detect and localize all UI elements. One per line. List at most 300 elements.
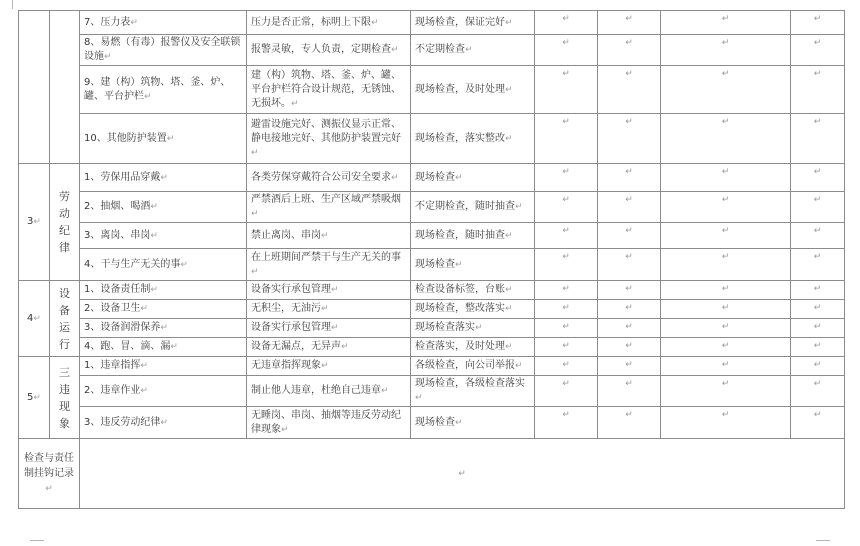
- item-cell: [80, 319, 247, 338]
- item-cell-text: 2、设备卫生: [84, 303, 141, 314]
- return-mark: ↵: [813, 14, 822, 24]
- return-mark: ↵: [721, 38, 730, 48]
- standard-cell: [247, 114, 411, 164]
- return-mark: ↵: [562, 14, 570, 24]
- table-row: [19, 357, 845, 376]
- handling-cell: [661, 66, 791, 114]
- result-cell: [535, 338, 598, 357]
- category-char: 三: [59, 365, 70, 379]
- return-mark: ↵: [331, 323, 339, 333]
- handling-cell: [661, 407, 791, 439]
- table-row: [19, 300, 845, 319]
- item-cell: [80, 300, 247, 319]
- item-cell-text: 3、违反劳动纪律: [84, 416, 161, 428]
- return-mark: ↵: [251, 266, 259, 277]
- result-cell: [535, 357, 598, 376]
- responsible-cell: [598, 223, 661, 249]
- remark-cell: [791, 66, 845, 114]
- item-cell: [80, 407, 247, 439]
- return-mark: ↵: [721, 284, 730, 294]
- method-cell: [411, 35, 535, 66]
- return-mark: ↵: [813, 360, 822, 370]
- return-mark: ↵: [625, 303, 633, 313]
- return-mark: ↵: [562, 284, 570, 294]
- method-cell-text: 各级检查，向公司举报: [415, 360, 515, 371]
- responsible-cell: [598, 11, 661, 35]
- group-category: [54, 285, 75, 353]
- remark-cell: [791, 407, 845, 439]
- item-cell: [80, 35, 247, 66]
- item-cell: [80, 11, 247, 35]
- return-mark: ↵: [721, 252, 730, 262]
- method-cell: [411, 357, 535, 376]
- return-mark: ↵: [150, 285, 158, 295]
- standard-cell: [247, 192, 411, 223]
- handling-cell: [661, 249, 791, 281]
- return-mark: ↵: [721, 341, 730, 351]
- crop-mark-top-left: [4, 0, 22, 9]
- item-cell-text: 7、压力表: [84, 16, 131, 28]
- return-mark: ↵: [721, 195, 730, 205]
- responsible-cell: [598, 164, 661, 192]
- method-cell: [411, 338, 535, 357]
- result-cell: [535, 114, 598, 164]
- return-mark: ↵: [160, 172, 168, 183]
- method-cell-text: 检查设备标签，台账: [415, 284, 505, 295]
- item-cell: [80, 223, 247, 249]
- handling-cell: [661, 357, 791, 376]
- standard-cell-text: 严禁酒后上班、生产区域严禁吸烟: [251, 194, 401, 205]
- return-mark: ↵: [371, 17, 379, 28]
- result-cell: [535, 35, 598, 66]
- return-mark: ↵: [455, 259, 463, 270]
- return-mark: ↵: [625, 226, 633, 236]
- standard-cell-text: 制止他人违章，杜绝自己违章: [251, 385, 381, 396]
- return-mark: ↵: [562, 226, 570, 236]
- return-mark: ↵: [721, 360, 730, 370]
- item-cell-text: 1、劳保用品穿戴: [84, 171, 161, 183]
- method-cell-text: 现场检查: [415, 258, 455, 270]
- result-cell: [535, 319, 598, 338]
- return-mark: ↵: [813, 117, 822, 127]
- return-mark: ↵: [331, 285, 339, 295]
- category-char: 现: [59, 399, 70, 413]
- table-row: [19, 114, 845, 164]
- inspection-table: [18, 10, 845, 509]
- method-cell-text: 现场检查，各级检查落实: [415, 378, 525, 389]
- category-cell-continued: [50, 11, 80, 164]
- standard-cell: [247, 66, 411, 114]
- remarks-label: 检查与责任制挂钩记录: [24, 452, 74, 479]
- return-mark: ↵: [625, 117, 633, 127]
- return-mark: ↵: [562, 303, 570, 313]
- item-cell: [80, 164, 247, 192]
- standard-cell-text: 避雷设施完好、测振仪显示正常、静电接地完好、其他防护装置完好: [251, 118, 401, 144]
- remark-cell: [791, 35, 845, 66]
- return-mark: ↵: [625, 69, 633, 79]
- return-mark: ↵: [505, 17, 513, 28]
- handling-cell: [661, 376, 791, 407]
- return-mark: ↵: [813, 284, 822, 294]
- responsible-cell: [598, 66, 661, 114]
- return-mark: ↵: [562, 341, 570, 351]
- return-mark: ↵: [505, 133, 513, 144]
- return-mark: ↵: [251, 209, 259, 219]
- return-mark: ↵: [455, 417, 463, 428]
- return-mark: ↵: [813, 195, 822, 205]
- category-char: 纪: [59, 224, 70, 237]
- method-cell: [411, 281, 535, 300]
- return-mark: ↵: [721, 379, 730, 389]
- handling-cell: [661, 114, 791, 164]
- responsible-cell: [598, 319, 661, 338]
- responsible-cell: [598, 300, 661, 319]
- remark-cell: [791, 357, 845, 376]
- return-mark: ↵: [415, 393, 423, 403]
- crop-mark-bottom-left: [30, 540, 44, 541]
- remark-cell: [791, 11, 845, 35]
- standard-cell-text: 建（构）筑物、塔、釜、炉、罐、平台护栏符合设计规范，无锈蚀、无损坏。: [251, 69, 401, 109]
- method-cell-text: 现场检查，及时处理: [415, 83, 505, 95]
- result-cell: [535, 192, 598, 223]
- return-mark: ↵: [475, 323, 483, 333]
- return-mark: ↵: [625, 252, 633, 262]
- standard-cell: [247, 281, 411, 300]
- item-cell-text: 2、违章作业: [84, 385, 141, 396]
- crop-mark-bottom-right: [816, 540, 830, 541]
- return-mark: ↵: [515, 361, 523, 371]
- return-mark: ↵: [104, 52, 112, 62]
- standard-cell-text: 无睡岗、串岗、抽烟等违反劳动纪律现象: [251, 409, 401, 435]
- group-number-text: 5: [27, 391, 34, 403]
- method-cell: [411, 11, 535, 35]
- table-row: [19, 223, 845, 249]
- item-cell-text: 1、设备责任制: [84, 284, 151, 295]
- group-number-cell: [19, 164, 50, 281]
- item-cell-text: 4、干与生产无关的事: [84, 258, 181, 270]
- category-char: 备: [59, 303, 70, 317]
- group-number: [23, 392, 45, 404]
- number-cell-continued: [19, 11, 50, 164]
- item-cell-text: 9、建（构）筑物、塔、釜、炉、罐、平台护栏: [84, 76, 231, 102]
- standard-cell-text: 无违章指挥现象: [251, 360, 321, 371]
- return-mark: ↵: [150, 202, 158, 212]
- table-row: [19, 66, 845, 114]
- return-mark: ↵: [505, 84, 513, 95]
- method-cell: [411, 164, 535, 192]
- method-cell: [411, 249, 535, 281]
- return-mark: ↵: [170, 342, 178, 352]
- return-mark: ↵: [33, 392, 41, 403]
- method-cell-text: 现场检查: [415, 171, 455, 183]
- remark-cell: [791, 164, 845, 192]
- responsible-cell: [598, 192, 661, 223]
- table-row: [19, 192, 845, 223]
- handling-cell: [661, 338, 791, 357]
- handling-cell: [661, 319, 791, 338]
- return-mark: ↵: [458, 468, 466, 479]
- remark-cell: [791, 300, 845, 319]
- return-mark: ↵: [465, 45, 473, 55]
- remarks-body-cell: [80, 439, 845, 509]
- return-mark: ↵: [140, 361, 148, 371]
- return-mark: ↵: [180, 259, 188, 270]
- item-cell-text: 2、抽烟、喝酒: [84, 201, 151, 212]
- method-cell: [411, 407, 535, 439]
- return-mark: ↵: [381, 386, 389, 396]
- category-char: 运: [59, 320, 70, 334]
- category-char: 设: [59, 286, 70, 300]
- responsible-cell: [598, 114, 661, 164]
- return-mark: ↵: [721, 69, 730, 79]
- return-mark: ↵: [721, 226, 730, 236]
- return-mark: ↵: [813, 38, 822, 48]
- remark-cell: [791, 376, 845, 407]
- group-category-cell: [50, 281, 80, 357]
- return-mark: ↵: [721, 410, 730, 420]
- return-mark: ↵: [515, 202, 523, 212]
- standard-cell-text: 各类劳保穿戴符合公司安全要求: [251, 171, 391, 183]
- return-mark: ↵: [166, 133, 175, 144]
- return-mark: ↵: [505, 342, 513, 352]
- standard-cell: [247, 35, 411, 66]
- return-mark: ↵: [625, 341, 633, 351]
- responsible-cell: [598, 407, 661, 439]
- group-category: [54, 364, 75, 432]
- item-cell-text: 10、其他防护装置: [84, 132, 167, 144]
- return-mark: ↵: [813, 252, 822, 262]
- result-cell: [535, 66, 598, 114]
- remark-cell: [791, 249, 845, 281]
- category-char: 劳: [59, 190, 70, 203]
- method-cell-text: 现场检查，整改落实: [415, 303, 505, 314]
- return-mark: ↵: [562, 322, 570, 332]
- method-cell: [411, 223, 535, 249]
- standard-cell: [247, 249, 411, 281]
- group-number-cell: [19, 357, 50, 439]
- return-mark: ↵: [625, 14, 633, 24]
- handling-cell: [661, 164, 791, 192]
- handling-cell: [661, 300, 791, 319]
- return-mark: ↵: [562, 69, 570, 79]
- handling-cell: [661, 281, 791, 300]
- method-cell-text: 现场检查，落实整改: [415, 132, 505, 144]
- return-mark: ↵: [625, 410, 633, 420]
- standard-cell: [247, 338, 411, 357]
- handling-cell: [661, 192, 791, 223]
- group-category-cell: [50, 164, 80, 281]
- method-cell: [411, 192, 535, 223]
- group-number-text: 3: [27, 216, 34, 227]
- remark-cell: [791, 319, 845, 338]
- return-mark: ↵: [33, 313, 41, 324]
- return-mark: ↵: [321, 230, 329, 241]
- return-mark: ↵: [160, 323, 168, 333]
- return-mark: ↵: [721, 14, 730, 24]
- standard-cell: [247, 11, 411, 35]
- return-mark: ↵: [562, 38, 570, 48]
- standard-cell-text: 禁止离岗、串岗: [251, 229, 321, 241]
- standard-cell-text: 设备实行承包管理: [251, 284, 331, 295]
- method-cell-text: 现场检查: [415, 416, 455, 428]
- responsible-cell: [598, 376, 661, 407]
- item-cell-text: 3、设备润滑保养: [84, 322, 161, 333]
- category-char: 动: [59, 207, 70, 220]
- return-mark: ↵: [625, 195, 633, 205]
- standard-cell: [247, 223, 411, 249]
- return-mark: ↵: [562, 379, 570, 389]
- return-mark: ↵: [281, 424, 289, 435]
- remark-cell: [791, 114, 845, 164]
- return-mark: ↵: [562, 117, 570, 127]
- table-body: [19, 11, 845, 509]
- standard-cell: [247, 357, 411, 376]
- table-row: [19, 338, 845, 357]
- handling-cell: [661, 11, 791, 35]
- responsible-cell: [598, 338, 661, 357]
- return-mark: ↵: [160, 417, 168, 428]
- return-mark: ↵: [251, 147, 259, 158]
- standard-cell-text: 在上班期间严禁干与生产无关的事: [251, 251, 401, 263]
- result-cell: [535, 11, 598, 35]
- return-mark: ↵: [625, 284, 633, 294]
- return-mark: ↵: [391, 172, 399, 183]
- standard-cell-text: 设备实行承包管理: [251, 322, 331, 333]
- return-mark: ↵: [130, 17, 138, 28]
- method-cell-text: 现场检查，随时抽查: [415, 229, 505, 241]
- item-cell: [80, 66, 247, 114]
- return-mark: ↵: [505, 304, 513, 314]
- return-mark: ↵: [321, 361, 329, 371]
- return-mark: ↵: [33, 217, 41, 227]
- item-cell: [80, 357, 247, 376]
- method-cell-text: 现场检查落实: [415, 322, 475, 333]
- method-cell-text: 不定期检查: [415, 44, 465, 55]
- return-mark: ↵: [813, 167, 822, 177]
- standard-cell-text: 无积尘，无油污: [251, 303, 321, 314]
- item-cell-text: 3、离岗、串岗: [84, 229, 151, 241]
- table-row: [19, 407, 845, 439]
- responsible-cell: [598, 249, 661, 281]
- standard-cell: [247, 164, 411, 192]
- remark-cell: [791, 192, 845, 223]
- group-category: [54, 188, 75, 256]
- table-row: [19, 319, 845, 338]
- remarks-row: [19, 439, 845, 509]
- result-cell: [535, 407, 598, 439]
- responsible-cell: [598, 357, 661, 376]
- return-mark: ↵: [291, 98, 299, 109]
- standard-cell-text: 设备无漏点，无异声: [251, 341, 341, 352]
- return-mark: ↵: [562, 252, 570, 262]
- return-mark: ↵: [721, 167, 730, 177]
- standard-cell-text: 报警灵敏，专人负责，定期检查: [251, 44, 391, 55]
- return-mark: ↵: [505, 285, 513, 295]
- method-cell-text: 检查落实，及时处理: [415, 341, 505, 352]
- return-mark: ↵: [505, 230, 513, 241]
- return-mark: ↵: [144, 91, 152, 102]
- remarks-label-cell: [19, 439, 80, 509]
- responsible-cell: [598, 35, 661, 66]
- return-mark: ↵: [562, 360, 570, 370]
- method-cell-text: 不定期检查，随时抽查: [415, 201, 515, 212]
- return-mark: ↵: [625, 38, 633, 48]
- return-mark: ↵: [813, 303, 822, 313]
- item-cell-text: 8、易燃（有毒）报警仪及安全联锁设施: [84, 37, 241, 62]
- return-mark: ↵: [813, 226, 822, 236]
- item-cell: [80, 249, 247, 281]
- return-mark: ↵: [813, 341, 822, 351]
- standard-cell: [247, 376, 411, 407]
- result-cell: [535, 300, 598, 319]
- return-mark: ↵: [45, 483, 53, 494]
- return-mark: ↵: [721, 322, 730, 332]
- return-mark: ↵: [562, 167, 570, 177]
- table-row: [19, 35, 845, 66]
- result-cell: [535, 164, 598, 192]
- table-row: [19, 376, 845, 407]
- method-cell-text: 现场检查，保证完好: [415, 16, 505, 28]
- return-mark: ↵: [455, 172, 463, 183]
- remark-cell: [791, 338, 845, 357]
- remark-cell: [791, 223, 845, 249]
- category-char: 违: [59, 382, 70, 396]
- return-mark: ↵: [813, 69, 822, 79]
- item-cell: [80, 338, 247, 357]
- group-number-cell: [19, 281, 50, 357]
- return-mark: ↵: [625, 167, 633, 177]
- group-number: [23, 313, 45, 325]
- standard-cell: [247, 300, 411, 319]
- remark-cell: [791, 281, 845, 300]
- method-cell: [411, 66, 535, 114]
- return-mark: ↵: [813, 322, 822, 332]
- return-mark: ↵: [813, 379, 822, 389]
- method-cell: [411, 376, 535, 407]
- table-row: [19, 11, 845, 35]
- category-char: 律: [59, 241, 70, 254]
- result-cell: [535, 249, 598, 281]
- standard-cell-text: 压力是否正常，标明上下限: [251, 16, 371, 28]
- return-mark: ↵: [140, 386, 148, 396]
- return-mark: ↵: [321, 304, 329, 314]
- item-cell: [80, 192, 247, 223]
- standard-cell: [247, 319, 411, 338]
- return-mark: ↵: [140, 304, 148, 314]
- return-mark: ↵: [813, 410, 822, 420]
- group-number-text: 4: [27, 312, 34, 324]
- table-row: [19, 249, 845, 281]
- return-mark: ↵: [721, 303, 730, 313]
- return-mark: ↵: [721, 117, 730, 127]
- return-mark: ↵: [391, 45, 399, 55]
- group-number: [23, 216, 45, 228]
- return-mark: ↵: [625, 379, 633, 389]
- item-cell-text: 4、跑、冒、滴、漏: [84, 341, 171, 352]
- responsible-cell: [598, 281, 661, 300]
- table-row: [19, 281, 845, 300]
- method-cell: [411, 300, 535, 319]
- method-cell: [411, 114, 535, 164]
- return-mark: ↵: [562, 195, 570, 205]
- handling-cell: [661, 223, 791, 249]
- return-mark: ↵: [150, 230, 158, 241]
- standard-cell: [247, 407, 411, 439]
- return-mark: ↵: [625, 360, 633, 370]
- return-mark: ↵: [341, 342, 349, 352]
- method-cell: [411, 319, 535, 338]
- return-mark: ↵: [562, 410, 570, 420]
